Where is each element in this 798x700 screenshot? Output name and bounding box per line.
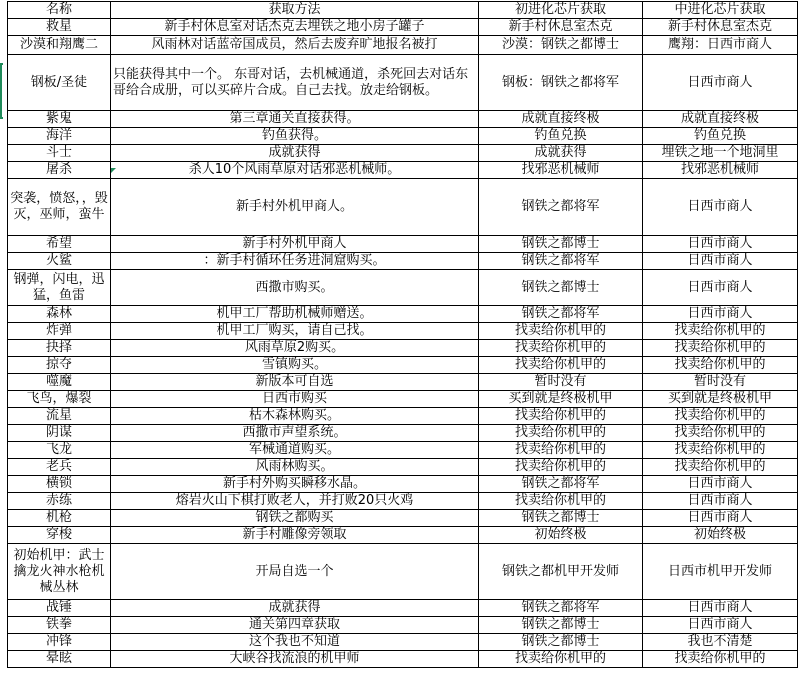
table-cell[interactable]: 找卖给你机甲的 xyxy=(643,425,798,442)
table-cell[interactable]: 战锤 xyxy=(8,600,111,617)
table-cell[interactable]: 机枪 xyxy=(8,510,111,527)
table-cell[interactable]: 初始终极 xyxy=(479,527,643,544)
table-cell[interactable]: 找卖给你机甲的 xyxy=(479,357,643,374)
table-cell[interactable]: 森林 xyxy=(8,306,111,323)
table-cell[interactable]: 钢铁之都将军 xyxy=(479,476,643,493)
table-cell[interactable]: 找邪恶机械师 xyxy=(643,162,798,179)
table-cell[interactable]: 我也不清楚 xyxy=(643,634,798,651)
table-cell[interactable]: 机甲工厂帮助机械师赠送。 xyxy=(111,306,479,323)
table-row xyxy=(8,510,798,527)
table-cell[interactable]: 日西市商人 xyxy=(643,510,798,527)
table-cell[interactable]: 噬魔 xyxy=(8,374,111,391)
table-row xyxy=(8,374,798,391)
header-cell[interactable]: 初进化芯片获取 xyxy=(479,2,643,19)
table-cell[interactable]: 买到就是终极机甲 xyxy=(479,391,643,408)
table-cell[interactable]: 埋铁之地一个地洞里 xyxy=(643,145,798,162)
table-cell[interactable]: 日西市购买 xyxy=(111,391,479,408)
table-cell[interactable]: 钢铁之都将军 xyxy=(479,600,643,617)
table-row xyxy=(8,459,798,476)
table-cell[interactable]: 找卖给你机甲的 xyxy=(643,442,798,459)
table-cell[interactable]: 新手村休息室对话杰克去埋铁之地小房子罐子 xyxy=(111,19,479,36)
table-cell[interactable]: 钢铁之都将军 xyxy=(479,179,643,236)
table-row xyxy=(8,179,798,236)
table-cell[interactable]: 穿梭 xyxy=(8,527,111,544)
table-cell[interactable]: 风雨林购买。 xyxy=(111,459,479,476)
table-cell[interactable]: 找卖给你机甲的 xyxy=(643,357,798,374)
table-cell[interactable]: 成就直接终极 xyxy=(643,111,798,128)
table-cell[interactable]: 钢铁之都博士 xyxy=(479,634,643,651)
table-cell[interactable]: 救星 xyxy=(8,19,111,36)
table-cell[interactable]: 找卖给你机甲的 xyxy=(643,408,798,425)
table-cell[interactable]: 鹰翔：日西市商人 xyxy=(643,36,798,55)
table-cell[interactable]: 日西市商人 xyxy=(643,306,798,323)
table-row xyxy=(8,55,798,111)
table-cell[interactable]: 找卖给你机甲的 xyxy=(479,340,643,357)
table-row xyxy=(8,19,798,36)
table-cell[interactable]: 新手村外机甲商人 xyxy=(111,236,479,253)
table-row xyxy=(8,145,798,162)
table-cell[interactable]: 抉择 xyxy=(8,340,111,357)
table-cell[interactable]: 找卖给你机甲的 xyxy=(479,442,643,459)
table-row xyxy=(8,306,798,323)
table-cell[interactable]: 流星 xyxy=(8,408,111,425)
table-cell[interactable]: 日西市商人 xyxy=(643,179,798,236)
table-cell[interactable]: 钢铁之都将军 xyxy=(479,253,643,270)
table-cell[interactable]: 钓鱼兑换 xyxy=(479,128,643,145)
spreadsheet-table xyxy=(7,1,798,668)
table-cell[interactable]: 钢铁之都机甲开发师 xyxy=(479,544,643,600)
table-cell[interactable]: 斗士 xyxy=(8,145,111,162)
table-row xyxy=(8,600,798,617)
table-cell[interactable]: 晕眩 xyxy=(8,651,111,668)
table-cell[interactable]: 买到就是终极机甲 xyxy=(643,391,798,408)
table-cell[interactable]: 铁拳 xyxy=(8,617,111,634)
table-cell[interactable]: 大峡谷找流浪的机甲师 xyxy=(111,651,479,668)
table-cell[interactable]: 找卖给你机甲的 xyxy=(479,425,643,442)
table-cell[interactable]: 飞鸟，爆裂 xyxy=(8,391,111,408)
table-cell[interactable]: 找卖给你机甲的 xyxy=(479,323,643,340)
table-cell[interactable]: 日西市商人 xyxy=(643,617,798,634)
cell-selection-marker xyxy=(0,63,3,119)
table-cell[interactable]: 找卖给你机甲的 xyxy=(643,340,798,357)
table-cell[interactable]: 钓鱼获得。 xyxy=(111,128,479,145)
table-cell[interactable]: 钓鱼兑换 xyxy=(643,128,798,145)
table-row xyxy=(8,408,798,425)
table-cell[interactable]: 老兵 xyxy=(8,459,111,476)
table-cell[interactable]: 希望 xyxy=(8,236,111,253)
table-cell[interactable]: 日西市商人 xyxy=(643,600,798,617)
table-cell[interactable]: 第三章通关直接获得。 xyxy=(111,111,479,128)
table-cell[interactable]: 成就直接终极 xyxy=(479,111,643,128)
table-cell[interactable]: 赤练 xyxy=(8,493,111,510)
table-cell[interactable]: 冲锋 xyxy=(8,634,111,651)
table-cell[interactable]: 雪镇购买。 xyxy=(111,357,479,374)
table-row xyxy=(8,476,798,493)
table-cell[interactable]: 找卖给你机甲的 xyxy=(643,651,798,668)
table-row xyxy=(8,36,798,55)
table-cell[interactable]: 掠夺 xyxy=(8,357,111,374)
table-cell[interactable]: 日西市商人 xyxy=(643,476,798,493)
table-row xyxy=(8,527,798,544)
table-cell[interactable]: 找卖给你机甲的 xyxy=(479,408,643,425)
table-cell[interactable]: 钢弹，闪电，迅猛，鱼雷 xyxy=(8,270,111,306)
header-cell[interactable]: 获取方法 xyxy=(111,2,479,19)
table-cell[interactable]: 初始终极 xyxy=(643,527,798,544)
table-cell[interactable]: 这个我也不知道 xyxy=(111,634,479,651)
table-cell[interactable]: 钢铁之都博士 xyxy=(479,236,643,253)
table-cell[interactable]: 日西市商人 xyxy=(643,253,798,270)
table-row xyxy=(8,128,798,145)
table-cell[interactable]: 西撒市购买。 xyxy=(111,270,479,306)
table-cell[interactable]: 暂时没有 xyxy=(479,374,643,391)
comment-indicator-icon xyxy=(111,168,116,173)
table-cell[interactable]: 日西市商人 xyxy=(643,55,798,111)
header-cell[interactable]: 名称 xyxy=(8,2,111,19)
table-cell[interactable]: 海洋 xyxy=(8,128,111,145)
table-cell[interactable]: 新版本可自选 xyxy=(111,374,479,391)
table-cell[interactable]: 钢铁之都将军 xyxy=(479,306,643,323)
table-cell[interactable]: 沙漠：钢铁之都博士 xyxy=(479,36,643,55)
table-cell[interactable]: ：新手村循环任务进洞窟购买。 xyxy=(111,253,479,270)
table-cell[interactable]: 找邪恶机械师 xyxy=(479,162,643,179)
table-row xyxy=(8,425,798,442)
table-cell[interactable]: 钢板：钢铁之都将军 xyxy=(479,55,643,111)
table-cell[interactable]: 突袭，愤怒，，毁灭，巫师，蛮牛 xyxy=(8,179,111,236)
table-cell[interactable]: 炸弹 xyxy=(8,323,111,340)
table-cell[interactable]: 飞龙 xyxy=(8,442,111,459)
table-cell[interactable]: 找卖给你机甲的 xyxy=(479,651,643,668)
table-row xyxy=(8,391,798,408)
table-cell[interactable]: 新手村外购买瞬移水晶。 xyxy=(111,476,479,493)
header-cell[interactable]: 中进化芯片获取 xyxy=(643,2,798,19)
table-cell[interactable]: 熔岩火山下棋打败老人，并打败20只火鸡 xyxy=(111,493,479,510)
table-cell[interactable]: 成就获得 xyxy=(479,145,643,162)
table-cell[interactable]: 横锁 xyxy=(8,476,111,493)
table-cell[interactable]: 开局自选一个 xyxy=(111,544,479,600)
table-row xyxy=(8,357,798,374)
table-row xyxy=(8,162,798,179)
table-row xyxy=(8,493,798,510)
table-row xyxy=(8,651,798,668)
table-cell[interactable]: 风雨林对话蓝帝国成员，然后去废弃旷地报名被打 xyxy=(111,36,479,55)
table-cell[interactable]: 日西市机甲开发师 xyxy=(643,544,798,600)
table-cell[interactable]: 初始机甲：武士擒龙火神水枪机械丛林 xyxy=(8,544,111,600)
table-cell[interactable]: 找卖给你机甲的 xyxy=(479,459,643,476)
table-row xyxy=(8,340,798,357)
table-cell[interactable]: 机甲工厂购买，请自己找。 xyxy=(111,323,479,340)
table-row xyxy=(8,544,798,600)
table-row xyxy=(8,442,798,459)
table-cell[interactable]: 钢铁之都博士 xyxy=(479,510,643,527)
table-cell[interactable]: 军械通道购买。 xyxy=(111,442,479,459)
table-cell[interactable]: 找卖给你机甲的 xyxy=(643,459,798,476)
table-cell[interactable]: 新手村休息室杰克 xyxy=(479,19,643,36)
table-cell[interactable]: 风雨草原2购买。 xyxy=(111,340,479,357)
table-row xyxy=(8,253,798,270)
table-cell[interactable]: 找卖给你机甲的 xyxy=(479,493,643,510)
table-cell[interactable]: 成就获得 xyxy=(111,600,479,617)
table-row xyxy=(8,111,798,128)
table-cell[interactable]: 屠杀 xyxy=(8,162,111,179)
table-cell[interactable]: 新手村休息室杰克 xyxy=(643,19,798,36)
table-cell[interactable]: 阴谋 xyxy=(8,425,111,442)
table-cell[interactable]: 暂时没有 xyxy=(643,374,798,391)
table-cell[interactable]: 紫鬼 xyxy=(8,111,111,128)
table-cell[interactable]: 找卖给你机甲的 xyxy=(643,323,798,340)
table-cell[interactable]: 日西市商人 xyxy=(643,270,798,306)
table-cell[interactable]: 成就获得 xyxy=(111,145,479,162)
table-cell[interactable]: 钢铁之都博士 xyxy=(479,617,643,634)
table-row xyxy=(8,236,798,253)
table-cell[interactable]: 火鲨 xyxy=(8,253,111,270)
table-cell[interactable]: 钢铁之都博士 xyxy=(479,270,643,306)
table-row xyxy=(8,270,798,306)
table-cell[interactable]: 钢铁之都购买 xyxy=(111,510,479,527)
table-cell[interactable]: 西撒市声望系统。 xyxy=(111,425,479,442)
table-row xyxy=(8,617,798,634)
header-row xyxy=(8,2,798,19)
table-cell[interactable]: 钢板/圣徒 xyxy=(8,55,111,111)
table-cell[interactable]: 只能获得其中一个。 东哥对话，去机械通道，杀死回去对话东哥给合成册，可以买碎片合成。自己去找。放走给钢板。 xyxy=(111,55,479,111)
table-cell[interactable]: 沙漠和翔鹰二 xyxy=(8,36,111,55)
table-cell[interactable]: 新手村外机甲商人。 xyxy=(111,179,479,236)
table-cell[interactable]: 新手村雕像旁领取 xyxy=(111,527,479,544)
table-cell[interactable]: 通关第四章获取 xyxy=(111,617,479,634)
table-cell[interactable]: 日西市商人 xyxy=(643,493,798,510)
table-cell[interactable]: 日西市商人 xyxy=(643,236,798,253)
table-cell[interactable]: 枯木森林购买。 xyxy=(111,408,479,425)
table-cell[interactable]: 杀人10个风雨草原对话邪恶机械师。 xyxy=(111,162,479,179)
table-row xyxy=(8,634,798,651)
table-row xyxy=(8,323,798,340)
